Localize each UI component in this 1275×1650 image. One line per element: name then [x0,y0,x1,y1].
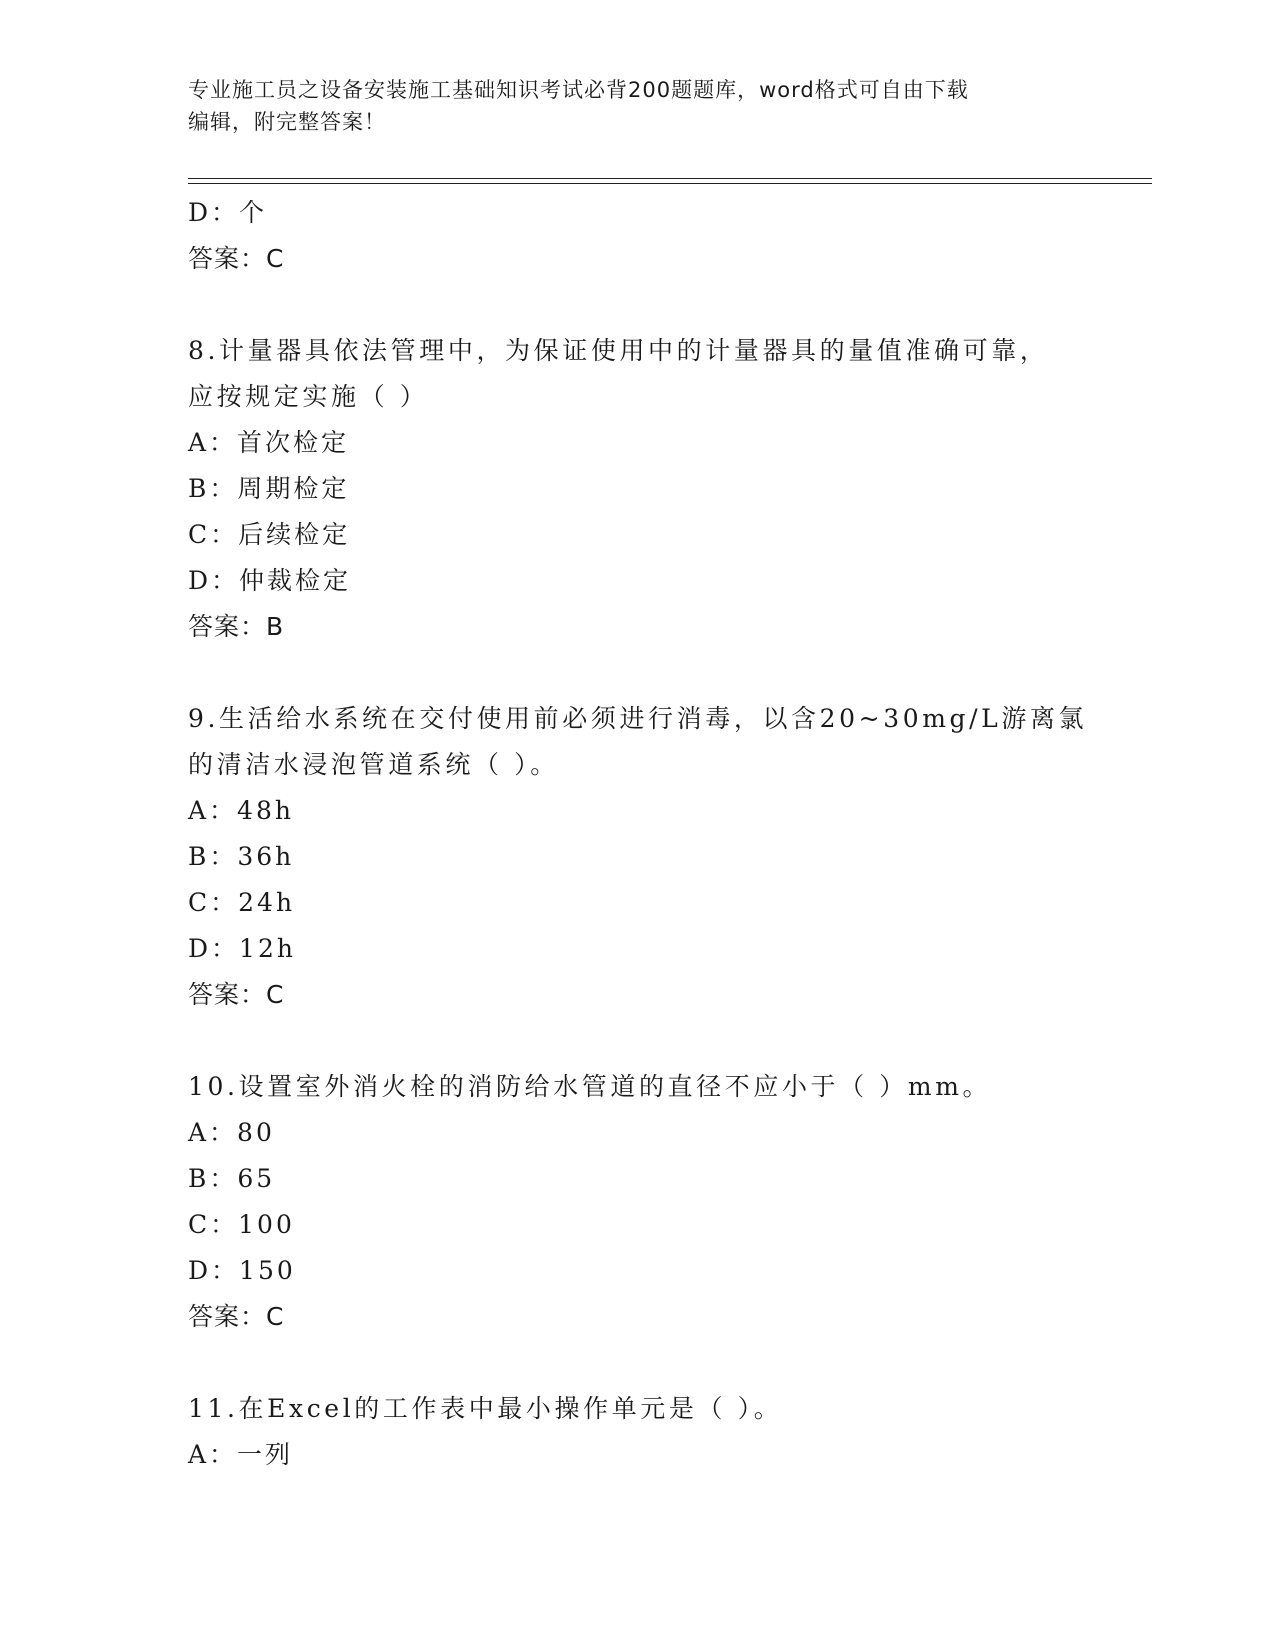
option-d: D：仲裁检定 [188,566,352,595]
option-a: A：80 [188,1118,275,1147]
option-d: D：12h [188,934,296,963]
answer: 答案：C [188,980,285,1009]
question-stem-cont: 的清洁水浸泡管道系统（ ）。 [188,750,559,779]
option-d: D：个 [188,198,268,227]
header-rule-bottom [188,183,1152,184]
question-stem: 9.生活给水系统在交付使用前必须进行消毒，以含20~30mg/L游离氯 [188,704,1088,733]
question-11 [188,1386,1088,1478]
question-stem: 11.在Excel的工作表中最小操作单元是（ ）。 [188,1394,783,1423]
document-header [188,74,1088,138]
option-c: C：后续检定 [188,520,351,549]
option-a: A：一列 [188,1440,294,1469]
option-c: C：24h [188,888,296,917]
answer: 答案：C [188,244,285,273]
spacer [188,1340,1088,1386]
spacer [188,650,1088,696]
option-b: B：36h [188,842,295,871]
question-list [188,190,1088,1478]
answer: 答案：B [188,612,285,641]
question-stem: 10.设置室外消火栓的消防给水管道的直径不应小于（ ）mm。 [188,1072,992,1101]
option-d: D：150 [188,1256,296,1285]
option-c: C：100 [188,1210,295,1239]
question-9 [188,696,1088,1018]
spacer [188,282,1088,328]
option-a: A：48h [188,796,294,825]
question-stem-cont: 应按规定实施（ ） [188,382,429,411]
question-stem: 8.计量器具依法管理中，为保证使用中的计量器具的量值准确可靠， [188,336,1049,365]
question-8 [188,328,1088,650]
header-line-2: 编辑，附完整答案！ [188,110,386,134]
spacer [188,1018,1088,1064]
option-b: B：周期检定 [188,474,350,503]
answer: 答案：C [188,1302,285,1331]
question-7-tail [188,190,1088,282]
header-line-1: 专业施工员之设备安装施工基础知识考试必背200题题库，word格式可自由下载 [188,78,969,102]
question-10 [188,1064,1088,1340]
option-a: A：首次检定 [188,428,350,457]
option-b: B：65 [188,1164,276,1193]
header-rule-top [188,178,1152,179]
